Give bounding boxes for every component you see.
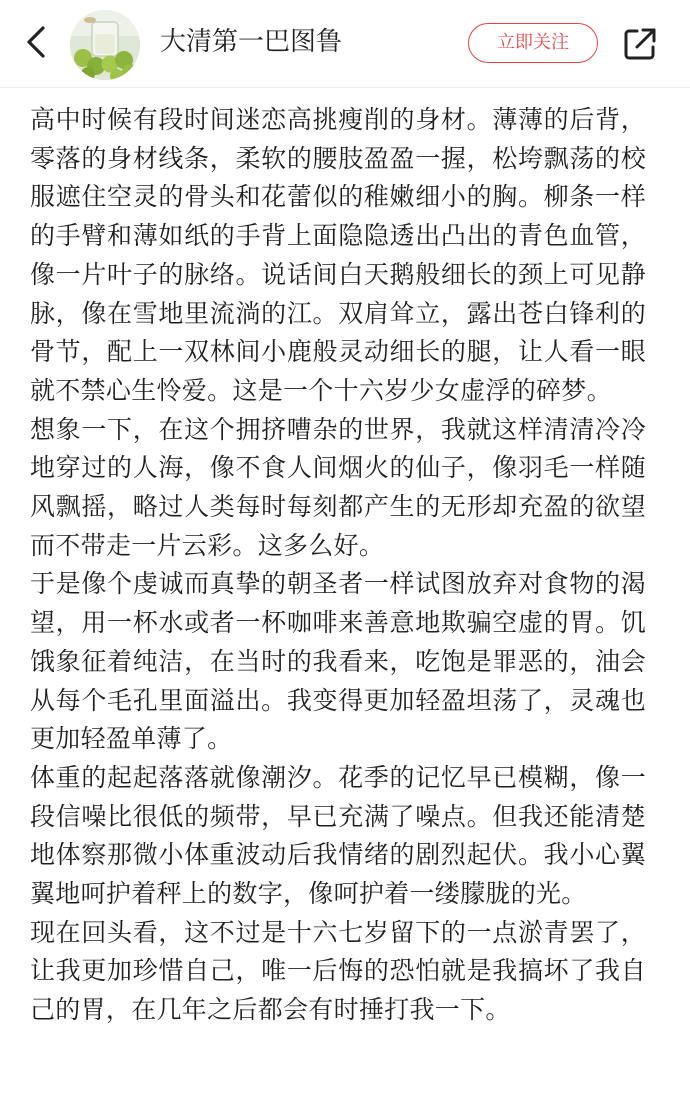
post-paragraph: 现在回头看，这不过是十六七岁留下的一点淤青罢了，让我更加珍惜自己，唯一后悔的恐怕就是我搞坏了我自己的胃，在几年之后都会有时捶打我一下。 xyxy=(30,917,646,1025)
post-paragraph: 高中时候有段时间迷恋高挑瘦削的身材。薄薄的后背，零落的身材线条，柔软的腰肢盈盈一握，松垮飘荡的校服遮住空灵的骨头和花蕾似的稚嫩细小的胸。柳条一样的手臂和薄如纸的手背上面隐隐透出凸出的青色血管，像一片叶子的脉络。说话间白天鹅般细长的颈上可见静脉，像在雪地里流淌的江。双肩耸立，露出苍白锋利的骨节，配上一双林间小鹿般灵动细长的腿，让人看一眼就不禁心生怜爱。这是一个十六岁少女虚浮的碎梦。 xyxy=(30,105,646,405)
post-paragraph: 于是像个虔诚而真挚的朝圣者一样试图放弃对食物的渴望，用一杯水或者一杯咖啡来善意地欺骗空虚的胃。饥饿象征着纯洁，在当时的我看来，吃饱是罪恶的，油会从每个毛孔里面溢出。我变得更加轻盈坦荡了，灵魂也更加轻盈单薄了。 xyxy=(30,569,646,754)
username[interactable]: 大清第一巴图鲁 xyxy=(160,27,343,57)
share-icon xyxy=(620,24,660,64)
chevron-left-icon xyxy=(18,22,58,62)
avatar-image xyxy=(70,10,140,80)
post-paragraph: 想象一下，在这个拥挤嘈杂的世界，我就这样清清冷冷地穿过的人海，像不食人间烟火的仙子，像羽毛一样随风飘摇，略过人类每时每刻都产生的无形却充盈的欲望而不带走一片云彩。这多么好。 xyxy=(30,414,646,560)
post-paragraph: 体重的起起落落就像潮汐。花季的记忆早已模糊，像一段信噪比很低的频带，早已充满了噪点。但我还能清楚地体察那微小体重波动后我情绪的剧烈起伏。我小心翼翼地呵护着秤上的数字，像呵护着一缕朦胧的光。 xyxy=(30,762,646,909)
top-bar xyxy=(0,0,690,88)
avatar[interactable] xyxy=(70,10,140,80)
post-content xyxy=(30,101,646,1030)
back-button[interactable] xyxy=(18,22,58,62)
follow-button[interactable]: 立即关注 xyxy=(468,23,598,63)
share-button[interactable] xyxy=(620,24,660,64)
